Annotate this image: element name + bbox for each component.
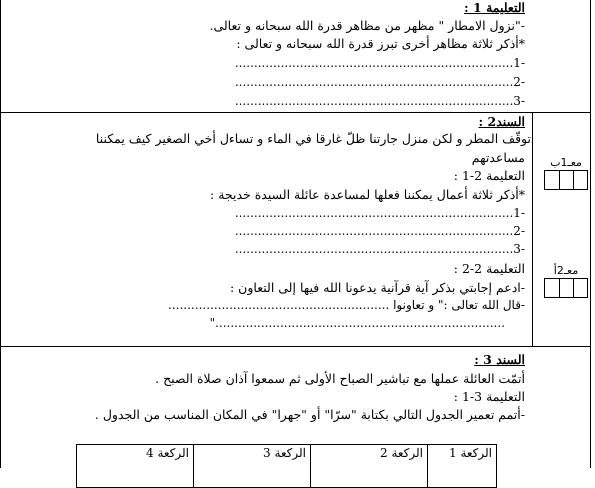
table-header-rakah-1[interactable]: الركعة 1 [428, 445, 497, 488]
table-header-rakah-4[interactable]: الركعة 4 [77, 445, 194, 488]
criterion-1-score-boxes[interactable] [544, 170, 588, 190]
section2-instruction2-question: -ادعم إجابتي بذكر آية قرآنية يدعونا الله فيها إلى التعاون : [230, 280, 525, 295]
section2-instruction1-question: *أذكر ثلاثة أعمال يمكننا فعلها لمساعدة عائلة السيدة خديجة : [210, 187, 525, 202]
section2-text-line1: توقّف المطر و لكن منزل جارتنا ظلّ غارقا في الماء و تساءل أخي الصغير كيف يمكننا [95, 131, 531, 146]
section2-text-line2: مساعدتهم [471, 150, 525, 165]
criterion-2-label: معـ2أ [553, 264, 579, 277]
prayer-rakah-table [76, 444, 497, 488]
section-divider-2 [0, 346, 591, 347]
section1-answer-line-1[interactable]: -1......................................................................... [234, 56, 525, 70]
section2-answer-line-2[interactable]: -2......................................................................... [234, 224, 525, 238]
section3-instruction-title: التعليمة 3-1 : [453, 389, 525, 404]
section2-answer-line-1[interactable]: -1......................................................................... [234, 206, 525, 220]
section1-statement: -"نزول الامطار " مظهر من مظاهر قدرة الله سبحانه و تعالى. [209, 18, 525, 33]
criteria-column-divider [532, 112, 533, 346]
section2-verse-start[interactable]: -قال الله تعالى :" و تعاونوا .......................................................... [168, 298, 525, 312]
section2-verse-end[interactable]: ............................................................................" [209, 316, 505, 330]
criterion-1-label: معـ1ب [550, 156, 582, 169]
section1-instruction-title: التعليمة 1 : [464, 0, 525, 15]
section2-answer-line-3[interactable]: -3......................................................................... [234, 242, 525, 256]
section2-instruction1-title: التعليمة 2-1 : [453, 168, 525, 183]
section-divider-1 [0, 112, 591, 113]
table-header-rakah-2[interactable]: الركعة 2 [311, 445, 428, 488]
criterion-2-score-boxes[interactable] [544, 278, 588, 298]
table-header-rakah-3[interactable]: الركعة 3 [194, 445, 311, 488]
table-row [77, 445, 497, 488]
section1-answer-line-2[interactable]: -2......................................................................... [234, 75, 525, 89]
section2-instruction2-title: التعليمة 2-2 : [453, 261, 525, 276]
section1-question: *أذكر ثلاثة مظاهر أخرى تبرز قدرة الله سبحانه و تعالى : [236, 36, 525, 51]
section1-answer-line-3[interactable]: -3......................................................................... [234, 94, 525, 108]
section3-instruction-question: -أتمم تعمير الجدول التالي بكتابة "سرّا" أو "جهرا" في المكان المناسب من الجدول . [94, 407, 525, 422]
section2-title: السند2 : [478, 114, 525, 129]
section3-title: السند 3 : [474, 352, 525, 367]
section3-text: أتمّت العائلة عملها مع تباشير الصباح الأولى ثم سمعوا آذان صلاة الصبح . [155, 371, 525, 386]
